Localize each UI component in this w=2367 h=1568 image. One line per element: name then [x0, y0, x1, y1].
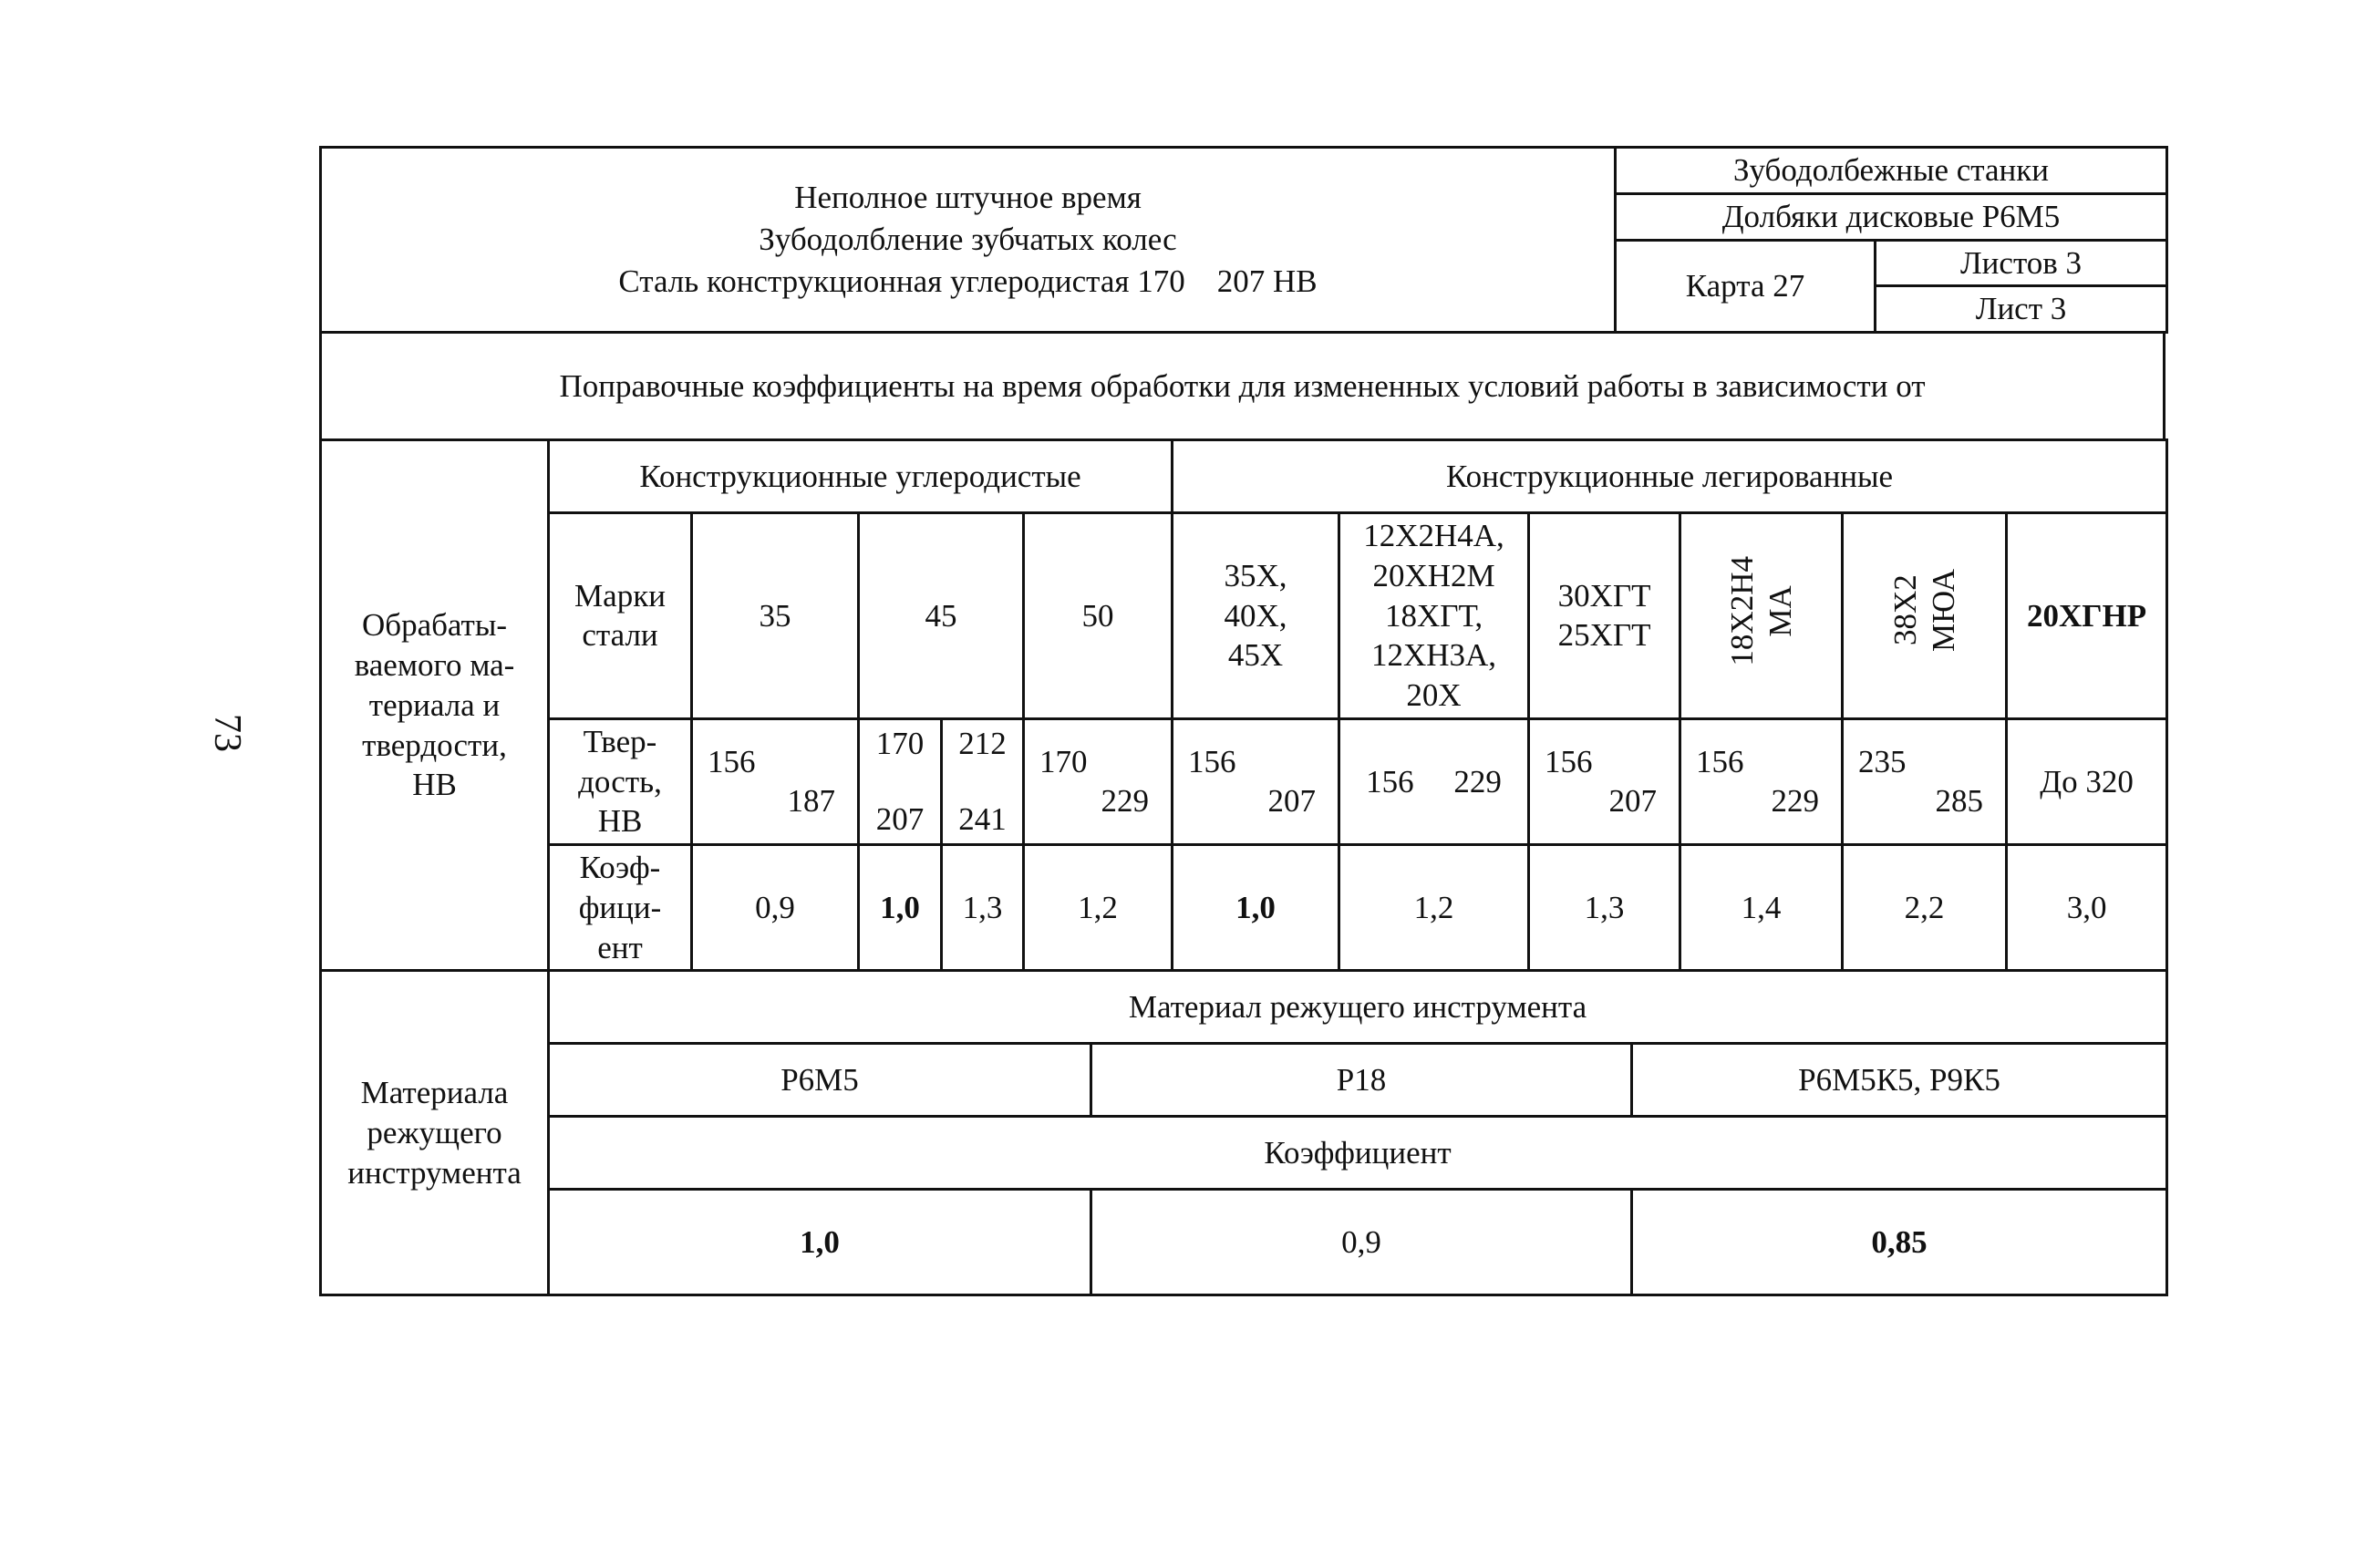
- document-card: [319, 146, 2165, 1296]
- hardness-35x: [1173, 718, 1339, 844]
- coef-label: Коэф- фици- ент: [549, 845, 692, 971]
- grade-38x2myua: [1843, 513, 2007, 719]
- hardness-45b: [942, 718, 1024, 844]
- tool-coef-p18: 0,9: [1091, 1190, 1632, 1295]
- section-title: Поправочные коэффициенты на время обработки для измененных условий работы в зависимости от: [321, 333, 2165, 440]
- coef-35: 0,9: [692, 845, 859, 971]
- grades-label: Марки стали: [549, 513, 692, 719]
- header-table: [319, 146, 2168, 334]
- coef-50: 1,2: [1024, 845, 1173, 971]
- title-line-2: Зубодолбление зубчатых колес: [759, 221, 1177, 257]
- grade-38x2myua-text: 38Х2 МЮА: [1886, 569, 1961, 653]
- grade-12x2n4a: 12Х2Н4А, 20ХН2М 18ХГТ, 12ХН3А, 20Х: [1339, 513, 1529, 719]
- coef-38x2myua: 2,2: [1843, 845, 2007, 971]
- tool-material-p18: Р18: [1091, 1044, 1632, 1117]
- title-line-1: Неполное штучное время: [794, 179, 1142, 215]
- hardness-20xgnr: До 320: [2007, 718, 2167, 844]
- coef-35x: 1,0: [1173, 845, 1339, 971]
- card-number: Карта 27: [1616, 240, 1876, 333]
- grade-18x2n4ma: [1680, 513, 1843, 719]
- tool-coef-header: Коэффициент: [549, 1117, 2167, 1190]
- group-carbon: Конструкционные углеродистые: [549, 440, 1173, 513]
- coef-45a: 1,0: [859, 845, 942, 971]
- hardness-45a-from: 170: [875, 725, 925, 761]
- tool-material-p6m5k5: Р6М5К5, Р9К5: [1632, 1044, 2167, 1117]
- grade-45: 45: [859, 513, 1024, 719]
- hardness-18x2n4ma-to: 229: [1771, 783, 1820, 820]
- hardness-35: [692, 718, 859, 844]
- hardness-30xgt-from: 156: [1545, 743, 1593, 779]
- hardness-50-to: 229: [1101, 783, 1150, 820]
- coef-30xgt: 1,3: [1529, 845, 1680, 971]
- grade-35x: 35Х, 40Х, 45Х: [1173, 513, 1339, 719]
- hardness-label: Твер- дость, НВ: [549, 718, 692, 844]
- coef-45b: 1,3: [942, 845, 1024, 971]
- tool-table: [319, 969, 2168, 1296]
- hardness-50-from: 170: [1039, 743, 1088, 779]
- hardness-35x-to: 207: [1267, 783, 1317, 820]
- coef-18x2n4ma: 1,4: [1680, 845, 1843, 971]
- material-row-label: Обрабаты- ваемого ма- териала и твердости, НВ: [321, 440, 549, 971]
- title-line-3: Сталь конструкционная углеродистая 170 207 НВ: [618, 263, 1318, 300]
- tool-row-label: Материала режущего инструмента: [321, 971, 549, 1295]
- grade-35: 35: [692, 513, 859, 719]
- grade-50: 50: [1024, 513, 1173, 719]
- hardness-30xgt: [1529, 718, 1680, 844]
- grade-20xgnr: 20ХГНР: [2007, 513, 2167, 719]
- hardness-38x2myua-to: 285: [1935, 783, 1984, 820]
- hardness-45b-from: 212: [958, 725, 1007, 761]
- page-number: 73: [206, 714, 248, 752]
- machine-type: Зубодолбежные станки: [1616, 148, 2167, 194]
- hardness-35x-from: 156: [1188, 743, 1236, 779]
- hardness-38x2myua-from: 235: [1858, 743, 1907, 779]
- tool-type: Долбяки дисковые Р6М5: [1616, 193, 2167, 240]
- hardness-30xgt-to: 207: [1608, 783, 1658, 820]
- tool-header: Материал режущего инструмента: [549, 971, 2167, 1044]
- coef-12x2n4a: 1,2: [1339, 845, 1529, 971]
- document-title: [321, 148, 1616, 333]
- hardness-50: [1024, 718, 1173, 844]
- hardness-45a-to: 207: [875, 801, 925, 838]
- sheet-number: Лист 3: [1876, 286, 2167, 333]
- tool-coef-p6m5: 1,0: [549, 1190, 1091, 1295]
- hardness-35-from: 156: [708, 743, 756, 779]
- grade-30xgt: 30ХГТ 25ХГТ: [1529, 513, 1680, 719]
- group-alloy: Конструкционные легированные: [1173, 440, 2167, 513]
- grade-18x2n4ma-text: 18Х2Н4 МА: [1723, 555, 1798, 666]
- hardness-18x2n4ma-from: 156: [1696, 743, 1744, 779]
- tool-coef-p6m5k5: 0,85: [1632, 1190, 2167, 1295]
- hardness-35-to: 187: [787, 783, 835, 820]
- coef-20xgnr: 3,0: [2007, 845, 2167, 971]
- tool-material-p6m5: Р6М5: [549, 1044, 1091, 1117]
- hardness-45b-to: 241: [958, 801, 1007, 838]
- hardness-12x2n4a: 156 229: [1339, 718, 1529, 844]
- section-title-table: [319, 331, 2165, 441]
- hardness-18x2n4ma: [1680, 718, 1843, 844]
- hardness-38x2myua: [1843, 718, 2007, 844]
- hardness-45a: [859, 718, 942, 844]
- sheets-total: Листов 3: [1876, 240, 2167, 286]
- material-table: [319, 438, 2168, 972]
